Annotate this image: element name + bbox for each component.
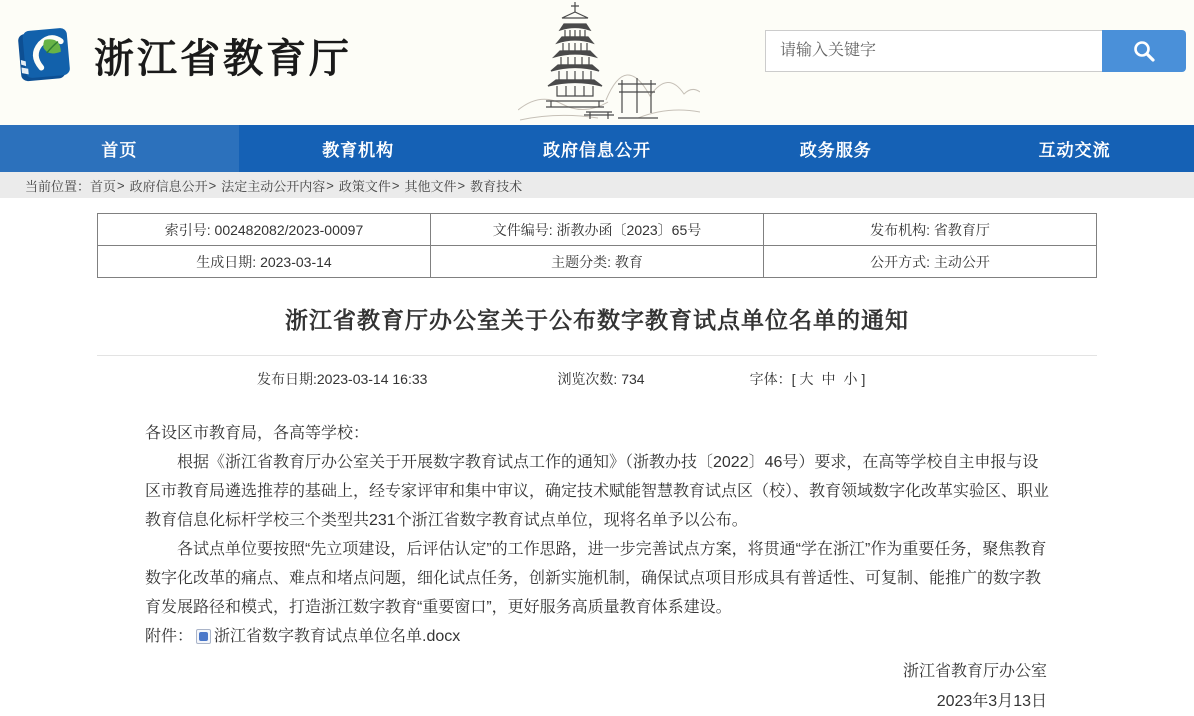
signature-block <box>145 657 1049 716</box>
cell-publisher: 发布机构: 省教育厅 <box>764 214 1097 246</box>
article-body <box>97 419 1097 716</box>
salutation: 各设区市教育局，各高等学校： <box>145 425 370 442</box>
crumb-policy-files[interactable]: 政策文件 <box>338 178 391 194</box>
crumb-separator: > <box>117 177 125 193</box>
crumb-edu-tech[interactable]: 教育技术 <box>470 178 523 194</box>
document-meta-table <box>97 213 1097 278</box>
table-row <box>98 214 1097 246</box>
crumb-other-files[interactable]: 其他文件 <box>404 178 457 194</box>
site-logo[interactable] <box>12 22 352 88</box>
crumb-separator: > <box>326 177 334 193</box>
main-nav <box>0 125 1194 172</box>
cell-create-date: 生成日期: 2023-03-14 <box>98 246 431 278</box>
cell-open-method: 公开方式: 主动公开 <box>764 246 1097 278</box>
site-header <box>0 0 1194 125</box>
nav-item-institutions[interactable]: 教育机构 <box>322 141 395 160</box>
doc-file-icon <box>196 629 211 644</box>
book-leaf-logo-icon <box>12 22 78 88</box>
nav-item-services[interactable]: 政务服务 <box>799 141 872 160</box>
page-title: 浙江省教育厅办公室关于公布数字教育试点单位名单的通知 <box>285 307 909 333</box>
font-size-control <box>750 369 866 389</box>
nav-item-gov-info[interactable]: 政府信息公开 <box>542 141 651 160</box>
signature-org: 浙江省教育厅办公室 <box>902 663 1047 680</box>
table-row <box>98 246 1097 278</box>
font-size-label-end: ] <box>861 371 866 387</box>
attachment-link[interactable]: 浙江省数字教育试点单位名单.docx <box>214 628 461 645</box>
crumb-separator: > <box>457 177 466 193</box>
site-title: 浙江省教育厅 <box>94 34 352 82</box>
pagoda-sketch-icon <box>518 0 700 123</box>
crumb-gov-info[interactable]: 政府信息公开 <box>129 178 208 194</box>
cell-file-number: 文件编号: 浙教办函〔2023〕65号 <box>431 214 764 246</box>
crumb-separator: > <box>208 177 217 193</box>
signature-date: 2023年3月13日 <box>936 693 1047 710</box>
attachment-row <box>145 622 1049 651</box>
nav-item-interaction[interactable]: 互动交流 <box>1038 141 1111 160</box>
cell-index-number: 索引号: 002482082/2023-00097 <box>98 214 431 246</box>
body-paragraph: 各试点单位要按照“先立项建设，后评估认定”的工作思路，进一步完善试点方案，将贯通“学在浙江”作为重要任务，聚焦教育数字化改革的痛点、难点和堵点问题，细化试点任务，创新实施机制，确保试点项目形成具有普适性、可复制、能推广的数字教育发展路径和模式，打造浙江数字教育“重要窗口”，更好服务高质量教育体系建设。 <box>145 541 1047 616</box>
search-input[interactable] <box>765 30 1102 72</box>
font-size-label: 字体：[ <box>749 371 796 387</box>
crumb-statutory[interactable]: 法定主动公开内容 <box>221 178 326 194</box>
attachment-label: 附件： <box>145 628 194 645</box>
title-divider <box>97 355 1097 356</box>
search-button[interactable] <box>1102 30 1186 72</box>
breadcrumb <box>0 172 1194 198</box>
font-size-large-button[interactable]: 大 <box>799 371 814 387</box>
view-count: 浏览次数: 734 <box>557 371 645 387</box>
crumb-separator: > <box>391 177 400 193</box>
cell-topic-category: 主题分类: 教育 <box>431 246 764 278</box>
publish-date: 发布日期:2023-03-14 16:33 <box>257 371 428 387</box>
article-meta-row <box>97 369 1097 389</box>
site-search <box>765 30 1186 72</box>
font-size-medium-button[interactable]: 中 <box>821 371 836 387</box>
breadcrumb-label: 当前位置： <box>25 178 91 194</box>
nav-item-home[interactable]: 首页 <box>0 125 239 172</box>
font-size-small-button[interactable]: 小 <box>843 371 858 387</box>
crumb-home[interactable]: 首页 <box>90 178 117 194</box>
body-paragraph: 根据《浙江省教育厅办公室关于开展数字教育试点工作的通知》（浙教办技〔2022〕46号）要求，在高等学校自主申报与设区市教育局遴选推荐的基础上，经专家评审和集中审议，确定技术赋能智慧教育试点区（校）、教育领域数字化改革实验区、职业教育信息化标杆学校三个类型共231个浙江省数字教育试点单位，现将名单予以公布。 <box>145 454 1050 529</box>
content-wrapper <box>97 213 1097 716</box>
search-icon <box>1131 38 1157 64</box>
